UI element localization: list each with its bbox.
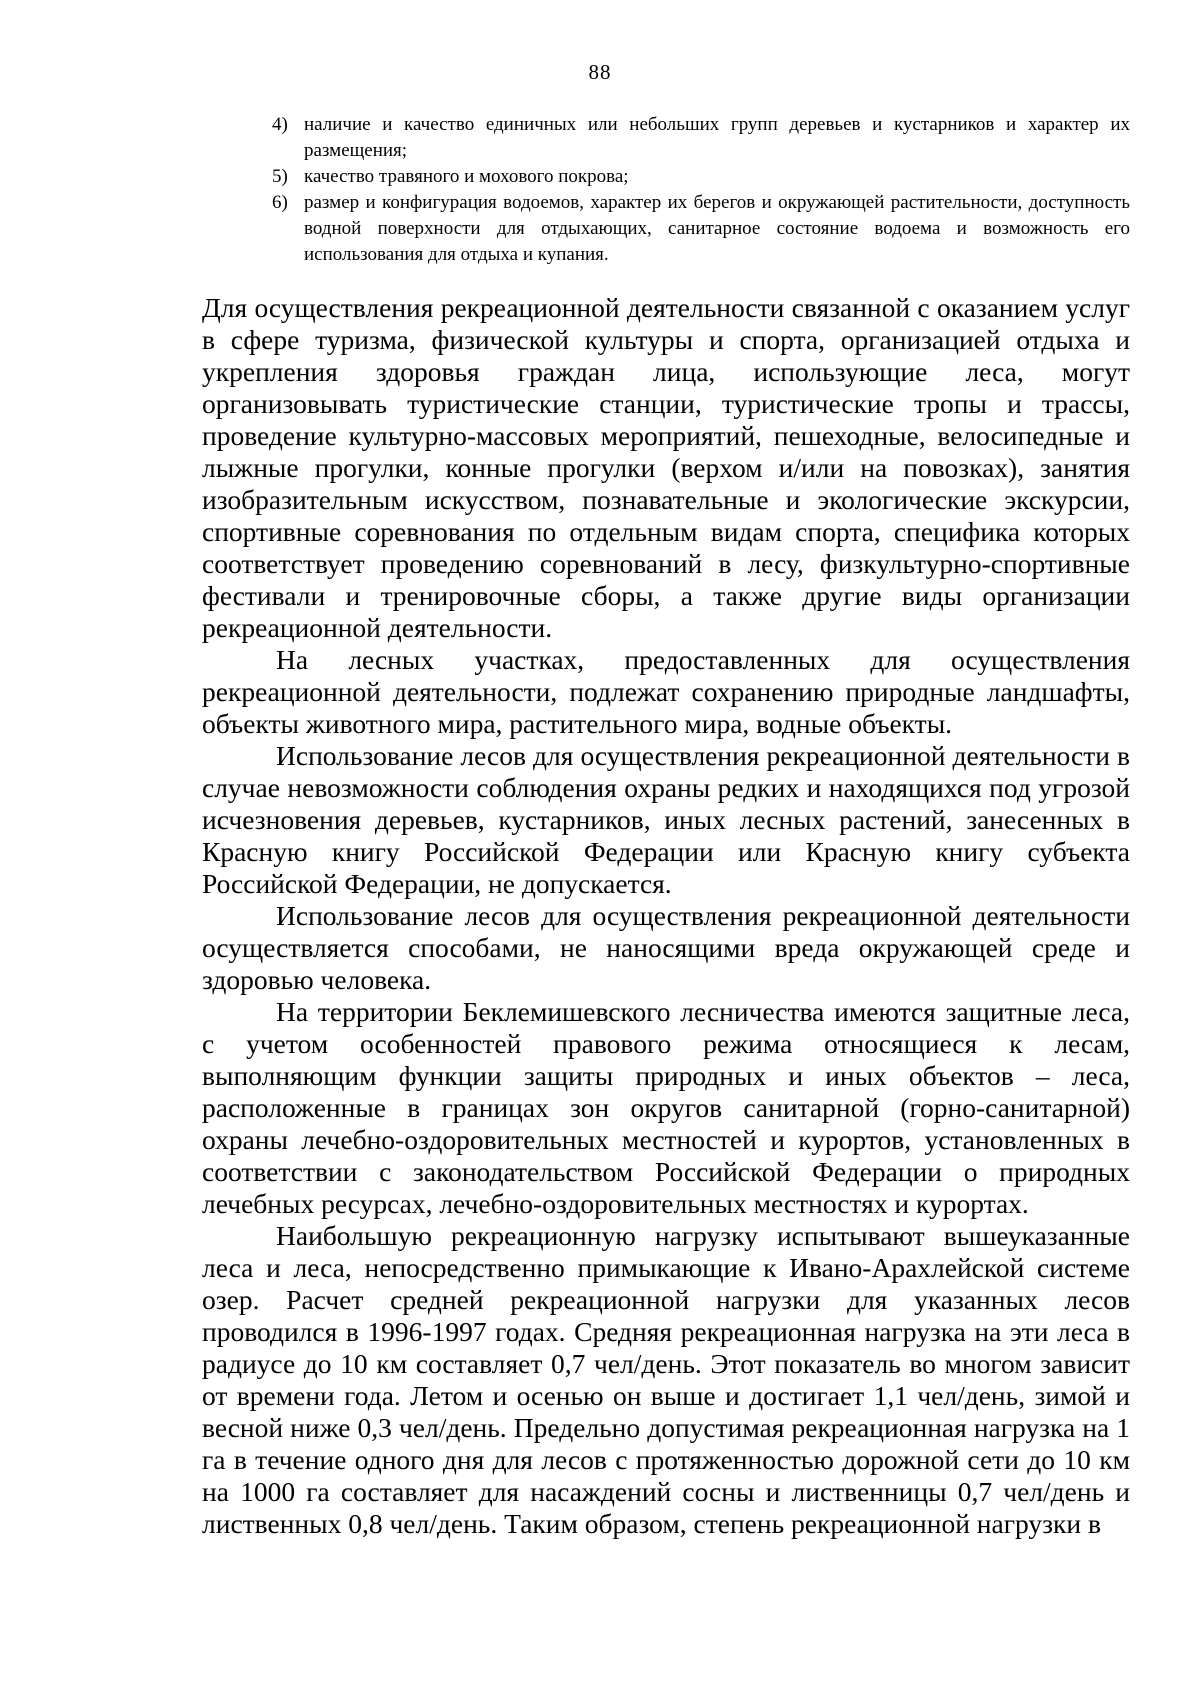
list-item-number: 4)	[272, 114, 288, 135]
paragraph-safe-methods: Использование лесов для осуществления рекреационной деятельности осуществляется способами, не наносящими вреда окружающей среде и здоровью человека.	[202, 900, 1130, 995]
list-item-text: наличие и качество единичных или небольших групп деревьев и кустарников и характер их размещения;	[304, 114, 1130, 161]
paragraph-recreational-load: Наибольшую рекреационную нагрузку испытывают вышеуказанные леса и леса, непосредственно примыкающие к Ивано-Арахлейской системе озер. Расчет средней рекреационной нагрузки для указанных лесов проводился в 1996-1997 годах. Средняя рекреационная нагрузка на эти леса в радиусе до 10 км составляет 0,7 чел/день. Этот показатель во многом зависит от времени года. Летом и осенью он выше и достигает 1,1 чел/день, зимой и весной ниже 0,3 чел/день. Предельно допустимая рекреационная нагрузка на 1 га в течение одного дня для лесов с протяженностью дорожной сети до 10 км на 1000 га составляет для насаждений сосны и лиственницы 0,7 чел/день и лиственных 0,8 чел/день. Таким образом, степень рекреационной нагрузки в	[202, 1220, 1130, 1539]
page-number: 88	[588, 60, 612, 84]
list-item-number: 5)	[272, 166, 288, 187]
paragraph-preservation: На лесных участках, предоставленных для осуществления рекреационной деятельности, подлежат сохранению природные ландшафты, объекты животного мира, растительного мира, водные объекты.	[202, 644, 1130, 739]
criteria-list	[272, 112, 1130, 268]
body-text	[202, 292, 1130, 1540]
list-item	[272, 164, 1130, 190]
paragraph-red-book-restriction: Использование лесов для осуществления рекреационной деятельности в случае невозможности соблюдения охраны редких и находящихся под угрозой исчезновения деревьев, кустарников, иных лесных растений, занесенных в Красную книгу Российской Федерации или Красную книгу субъекта Российской Федерации, не допускается.	[202, 740, 1130, 899]
paragraph-recreational-activities: Для осуществления рекреационной деятельности связанной с оказанием услуг в сфере туризма, физической культуры и спорта, организацией отдыха и укрепления здоровья граждан лица, использующие леса, могут организовывать туристические станции, туристические тропы и трассы, проведение культурно-массовых мероприятий, пешеходные, велосипедные и лыжные прогулки, конные прогулки (верхом и/или на повозках), занятия изобразительным искусством, познавательные и экологические экскурсии, спортивные соревнования по отдельным видам спорта, специфика которых соответствует проведению соревнований в лесу, физкультурно-спортивные фестивали и тренировочные сборы, а также другие виды организации рекреационной деятельности.	[202, 292, 1130, 643]
list-item-text: качество травяного и мохового покрова;	[304, 166, 629, 187]
list-item	[272, 190, 1130, 268]
list-item	[272, 112, 1130, 164]
list-item-text: размер и конфигурация водоемов, характер их берегов и окружающей растительности, доступность водной поверхности для отдыхающих, санитарное состояние водоема и возможность его использования для отдыха и купания.	[304, 192, 1130, 265]
paragraph-protective-forests: На территории Беклемишевского лесничества имеются защитные леса, с учетом особенностей правового режима относящиеся к лесам, выполняющим функции защиты природных и иных объектов – леса, расположенные в границах зон округов санитарной (горно-санитарной) охраны лечебно-оздоровительных местностей и курортов, установленных в соответствии с законодательством Российской Федерации о природных лечебных ресурсах, лечебно-оздоровительных местностях и курортах.	[202, 996, 1130, 1219]
list-item-number: 6)	[272, 192, 288, 213]
